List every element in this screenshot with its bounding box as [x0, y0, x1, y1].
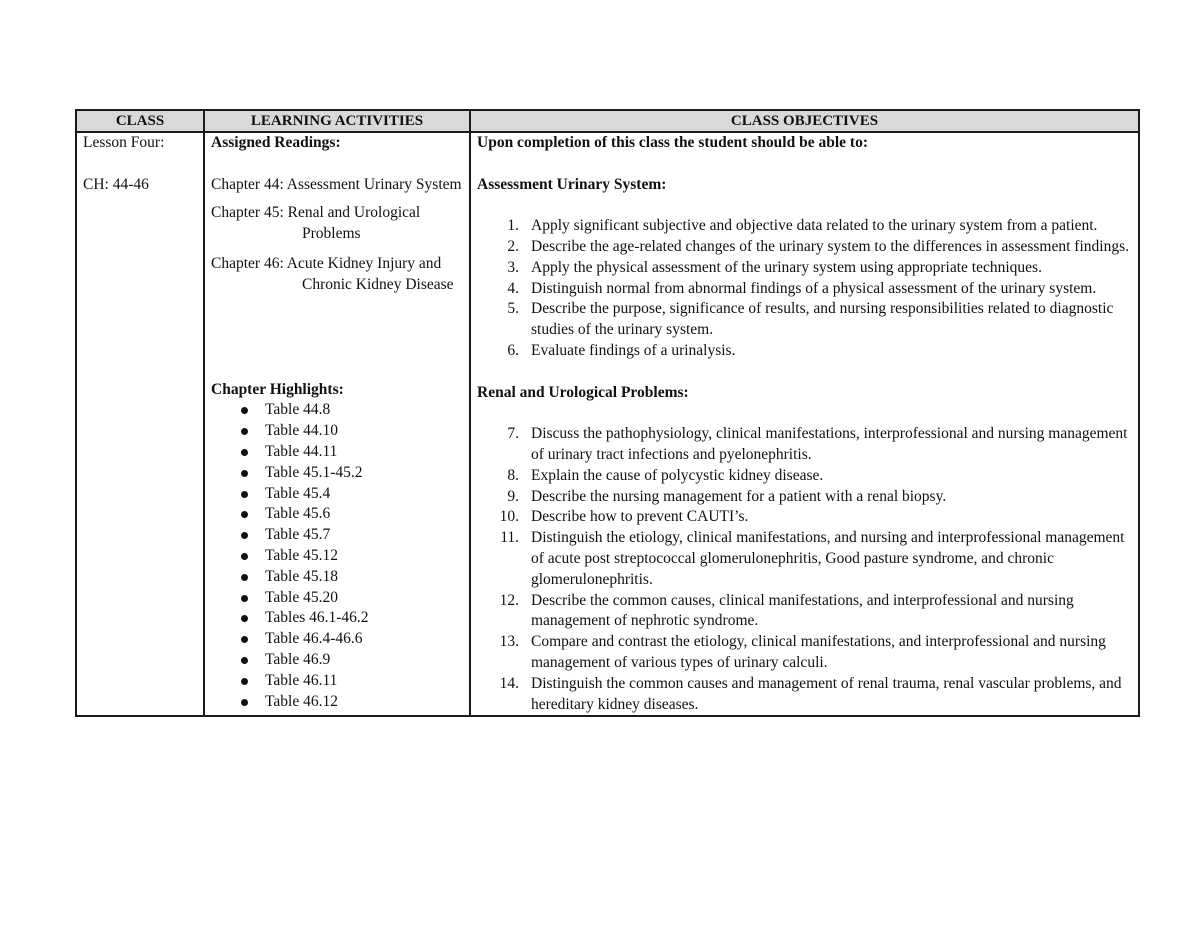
objective-number: 9. — [507, 487, 519, 505]
header-row — [76, 110, 1139, 132]
list-item: Table 45.20 — [236, 588, 463, 609]
objective-number: 5. — [507, 300, 519, 318]
objective-number: 14. — [499, 674, 519, 692]
objective-text: Describe the nursing management for a patient with a renal biopsy. — [531, 487, 947, 505]
header-class-objectives: CLASS OBJECTIVES — [470, 110, 1139, 132]
lesson-label: Lesson Four: — [83, 134, 165, 151]
list-item: Table 45.4 — [236, 484, 463, 505]
objective-number: 4. — [507, 279, 519, 297]
objective-text: Distinguish the etiology, clinical manifestations, and nursing and interprofessional management of acute post streptococcal glomerulonephritis, Good pasture syndrome, and chronic glomerulonephritis. — [531, 529, 1125, 588]
objective-text: Explain the cause of polycystic kidney disease. — [531, 466, 824, 484]
spacer — [477, 195, 1132, 216]
lesson-plan-table — [75, 109, 1140, 717]
objective-item — [507, 258, 1132, 279]
objective-number: 12. — [499, 591, 519, 609]
highlights-list — [211, 400, 463, 712]
class-cell — [76, 132, 204, 716]
objective-text: Compare and contrast the etiology, clinical manifestations, and interprofessional and nursing management of various types of urinary calculi. — [531, 633, 1106, 671]
objectives-intro: Upon completion of this class the student should be able to: — [477, 134, 868, 151]
spacer — [211, 296, 463, 380]
objective-item — [507, 299, 1132, 341]
list-item: Table 46.11 — [236, 671, 463, 692]
list-item: Table 46.9 — [236, 650, 463, 671]
objective-number: 13. — [499, 633, 519, 651]
objective-item — [499, 632, 1132, 674]
list-item: Table 44.8 — [236, 400, 463, 421]
list-item: Table 45.6 — [236, 504, 463, 525]
activities-cell — [204, 132, 470, 716]
spacer — [211, 245, 463, 254]
header-class: CLASS — [76, 110, 204, 132]
objective-number: 10. — [499, 508, 519, 526]
list-item: Table 46.12 — [236, 692, 463, 713]
list-item: Table 44.11 — [236, 442, 463, 463]
objective-text: Apply significant subjective and objective data related to the urinary system from a patient. — [531, 217, 1098, 235]
objective-text: Describe the purpose, significance of results, and nursing responsibilities related to diagnostic studies of the urinary system. — [531, 300, 1114, 339]
objective-number: 1. — [507, 217, 519, 235]
objective-number: 7. — [507, 425, 519, 443]
reading-item: Chapter 44: Assessment Urinary System — [211, 175, 462, 193]
objective-item — [507, 341, 1132, 362]
section-heading-assessment: Assessment Urinary System: — [477, 175, 667, 193]
objective-text: Describe how to prevent CAUTI’s. — [531, 508, 749, 526]
objective-text: Describe the common causes, clinical manifestations, and interprofessional and nursing management of nephrotic syndrome. — [531, 591, 1074, 630]
objective-text: Distinguish normal from abnormal findings of a physical assessment of the urinary system. — [531, 279, 1097, 297]
reading-item: Chapter 46: Acute Kidney Injury and Chronic Kidney Disease — [211, 254, 454, 293]
assessment-objectives-list — [477, 216, 1132, 362]
objective-text: Describe the age-related changes of the urinary system to the differences in assessment findings. — [531, 237, 1129, 255]
objective-number: 3. — [507, 258, 519, 276]
list-item: Table 45.1-45.2 — [236, 463, 463, 484]
objective-item — [507, 487, 1132, 508]
objective-item — [499, 507, 1132, 528]
list-item: Table 44.10 — [236, 421, 463, 442]
spacer — [83, 154, 197, 175]
chapter-range: CH: 44-46 — [83, 175, 149, 193]
list-item: Table 45.7 — [236, 525, 463, 546]
objective-item — [507, 237, 1132, 258]
objectives-cell — [470, 132, 1139, 716]
spacer — [211, 154, 463, 175]
spacer — [211, 195, 463, 203]
objective-number: 11. — [500, 529, 519, 547]
objective-item — [507, 279, 1132, 300]
assigned-readings-heading: Assigned Readings: — [211, 134, 341, 151]
header-learning-activities: LEARNING ACTIVITIES — [204, 110, 470, 132]
objective-item — [507, 424, 1132, 466]
objective-item — [507, 466, 1132, 487]
objective-number: 6. — [507, 341, 519, 359]
objective-number: 8. — [507, 466, 519, 484]
objective-text: Evaluate findings of a urinalysis. — [531, 341, 736, 359]
reading-item: Chapter 45: Renal and Urological Problems — [211, 204, 421, 243]
list-item: Tables 46.1-46.2 — [236, 608, 463, 629]
objective-item — [499, 674, 1132, 716]
objective-text: Apply the physical assessment of the urinary system using appropriate techniques. — [531, 258, 1042, 276]
section-heading-renal: Renal and Urological Problems: — [477, 383, 689, 401]
objective-number: 2. — [507, 237, 519, 255]
spacer — [477, 154, 1132, 175]
list-item: Table 45.12 — [236, 546, 463, 567]
spacer — [477, 362, 1132, 383]
lesson-row — [76, 132, 1139, 716]
objective-item — [500, 528, 1132, 590]
objective-item — [507, 216, 1132, 237]
chapter-highlights-heading: Chapter Highlights: — [211, 380, 344, 398]
list-item: Table 45.18 — [236, 567, 463, 588]
objective-text: Distinguish the common causes and management of renal trauma, renal vascular problems, and hereditary kidney diseases. — [531, 674, 1122, 713]
objective-item — [499, 591, 1132, 633]
renal-objectives-list — [477, 424, 1132, 715]
spacer — [477, 403, 1132, 424]
list-item: Table 46.4-46.6 — [236, 629, 463, 650]
objective-text: Discuss the pathophysiology, clinical manifestations, interprofessional and nursing management of urinary tract infections and pyelonephritis. — [531, 425, 1128, 463]
